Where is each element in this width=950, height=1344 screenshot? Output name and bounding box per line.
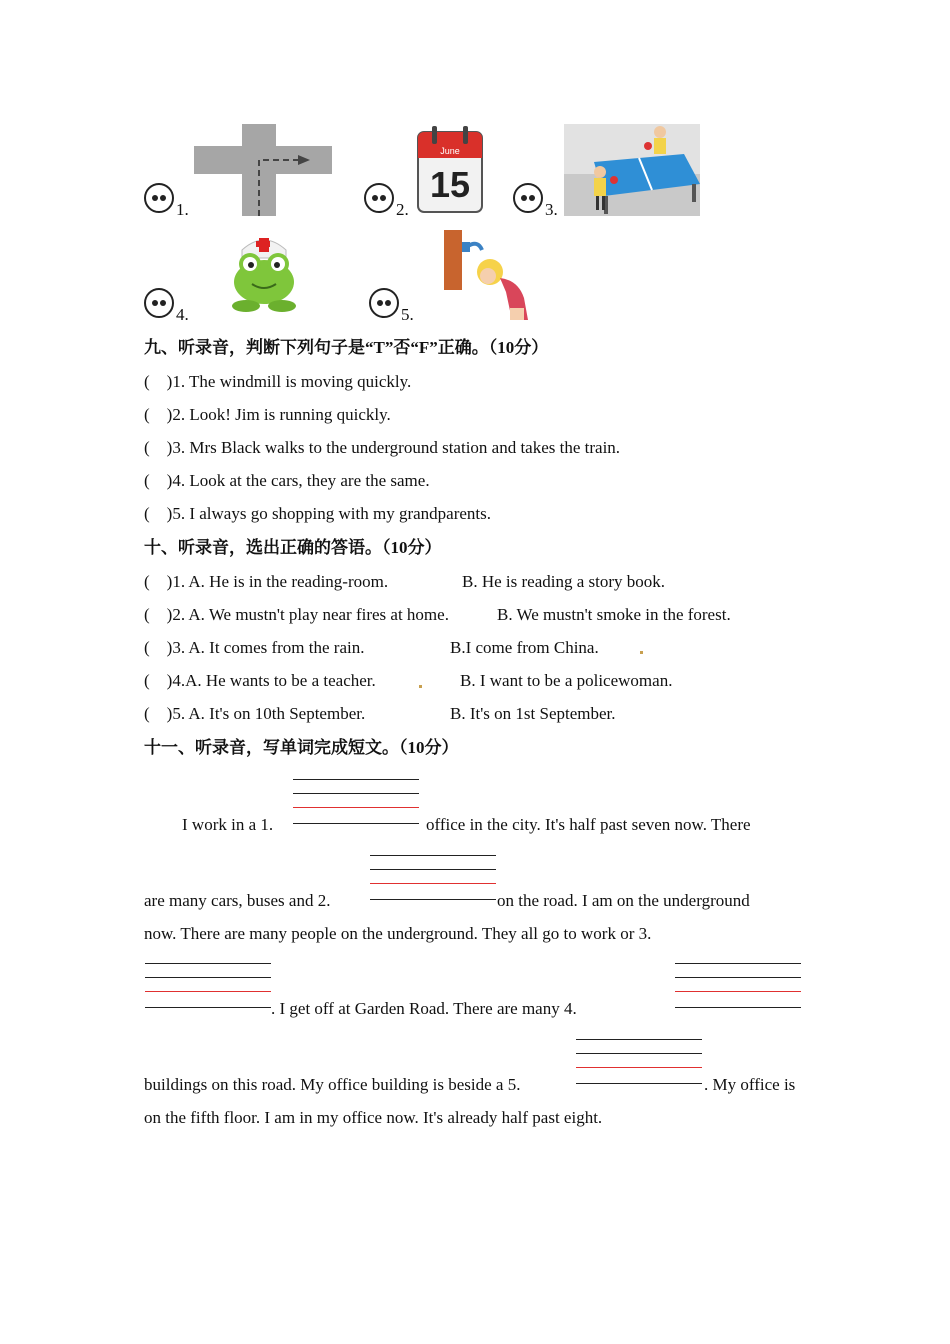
passage-line-2-start: are many cars, buses and 2. <box>144 891 331 910</box>
calendar-icon <box>416 124 484 214</box>
tf-question-4: ( )4. Look at the cars, they are the same. <box>144 471 430 490</box>
choice-4-option-b: B. I want to be a policewoman. <box>460 671 673 690</box>
calendar-day: 15 <box>429 164 471 205</box>
tf-question-3: ( )3. Mrs Black walks to the underground station and takes the train. <box>144 438 621 457</box>
passage-line-4: . I get off at Garden Road. There are many 4. <box>271 999 577 1018</box>
smiley-face-icon <box>144 288 174 318</box>
picture-number: 1. <box>176 200 189 219</box>
picture-number: 3. <box>545 200 558 219</box>
choice-5-option-a: ( )5. A. It's on 10th September. <box>144 704 366 723</box>
passage-line-2-end: on the road. I am on the underground <box>497 891 750 910</box>
tf-question-2: ( )2. Look! Jim is running quickly. <box>144 405 391 424</box>
smiley-face-icon <box>364 183 394 213</box>
choice-1-option-a: ( )1. A. He is in the reading-room. <box>144 572 389 591</box>
section-10-heading: 十、听录音，选出正确的答语。（10分） <box>144 538 442 557</box>
choice-2-option-b: B. We mustn't smoke in the forest. <box>497 605 731 624</box>
smiley-face-icon <box>144 183 174 213</box>
section-11-heading: 十一、听录音，写单词完成短文。（10分） <box>144 738 459 757</box>
road-turn-right-icon <box>194 124 332 216</box>
picture-number: 4. <box>176 305 189 324</box>
passage-line-5-end: . My office is <box>704 1075 796 1094</box>
passage-line-6: on the fifth floor. I am in my office now. It's already half past eight. <box>144 1108 603 1127</box>
passage-line-1-start: I work in a 1. <box>182 815 274 834</box>
tf-question-5: ( )5. I always go shopping with my grandparents. <box>144 504 492 523</box>
choice-3-option-a: ( )3. A. It comes from the rain. <box>144 638 365 657</box>
stray-dot <box>419 685 422 688</box>
picture-number: 5. <box>401 305 414 324</box>
smiley-face-icon <box>369 288 399 318</box>
picture-number: 2. <box>396 200 409 219</box>
passage-line-3: now. There are many people on the underground. They all go to work or 3. <box>144 924 652 943</box>
choice-1-option-b: B. He is reading a story book. <box>462 572 666 591</box>
tf-question-1: ( )1. The windmill is moving quickly. <box>144 372 412 391</box>
passage-line-5-start: buildings on this road. My office building is beside a 5. <box>144 1075 521 1094</box>
choice-3-option-b: B.I come from China. <box>450 638 599 657</box>
table-tennis-icon <box>564 124 700 216</box>
girl-head-bump-icon <box>444 228 530 322</box>
calendar-month: June <box>440 146 460 156</box>
choice-2-option-a: ( )2. A. We mustn't play near fires at home. <box>144 605 449 624</box>
frog-nurse-icon <box>226 232 302 314</box>
choice-5-option-b: B. It's on 1st September. <box>450 704 616 723</box>
passage-line-1-end: office in the city. It's half past seven now. There <box>426 815 751 834</box>
stray-dot <box>640 651 643 654</box>
choice-4-option-a: ( )4.A. He wants to be a teacher. <box>144 671 376 690</box>
smiley-face-icon <box>513 183 543 213</box>
section-9-heading: 九、听录音，判断下列句子是“T”否“F”正确。（10分） <box>144 338 549 357</box>
